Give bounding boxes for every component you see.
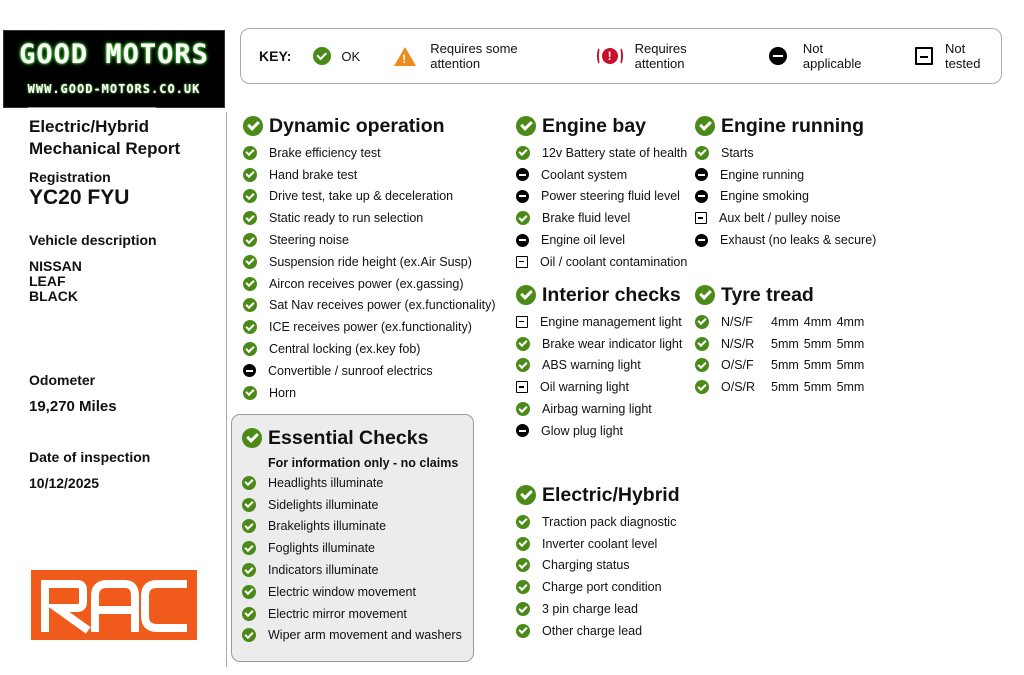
section-title: [516, 283, 682, 307]
check-item-label: Electric mirror movement: [268, 606, 407, 621]
check-item: [243, 229, 495, 251]
check-item-label: Charge port condition: [542, 580, 662, 595]
section-electric-hybrid: [516, 483, 680, 642]
check-item-label: Sidelights illuminate: [268, 497, 379, 512]
check-item: [516, 207, 687, 229]
ok-icon: [695, 337, 709, 351]
check-item: [516, 164, 687, 186]
date-label: Date of inspection: [29, 449, 151, 465]
tyre-row: [695, 311, 869, 333]
check-item: [243, 207, 495, 229]
check-item-label: Aux belt / pulley noise: [719, 211, 841, 226]
check-item: [516, 142, 687, 164]
check-item: [242, 625, 462, 647]
ok-icon: [516, 402, 530, 416]
tread-depth: 5mm: [836, 358, 865, 373]
not-applicable-icon: [695, 168, 708, 181]
check-item-label: Starts: [721, 145, 754, 160]
ok-icon: [516, 285, 536, 305]
key-item-not-tested: [915, 41, 1001, 71]
check-item-label: Airbag warning light: [542, 402, 652, 417]
attention-icon: !: [599, 47, 621, 65]
ok-icon: [516, 515, 530, 529]
check-item: [516, 555, 680, 577]
tyre-position: O/S/F: [721, 358, 754, 373]
ok-icon: [516, 485, 536, 505]
check-item: [695, 142, 876, 164]
check-item: [243, 251, 495, 273]
tread-depth: 4mm: [836, 314, 865, 329]
check-item-label: Glow plug light: [541, 423, 623, 438]
check-item-label: Static ready to run selection: [269, 211, 424, 226]
ok-icon: [313, 47, 331, 65]
ok-icon: [695, 146, 709, 160]
info-note: For information only - no claims: [268, 456, 459, 470]
tyre-position: N/S/F: [721, 314, 753, 329]
check-item: [243, 338, 495, 360]
ok-icon: [242, 628, 256, 642]
tyre-position: N/S/R: [721, 336, 755, 351]
check-item-label: Brake fluid level: [542, 211, 631, 226]
ok-icon: [243, 320, 257, 334]
section-title-text: Engine running: [721, 114, 864, 137]
check-item-label: Oil warning light: [540, 380, 629, 395]
section-title-text: Essential Checks: [268, 426, 429, 449]
ok-icon: [243, 116, 263, 136]
check-item-label: Drive test, take up & deceleration: [269, 189, 454, 204]
ok-icon: [242, 498, 256, 512]
check-item: [516, 229, 687, 251]
check-item: [242, 559, 462, 581]
check-item: [242, 472, 462, 494]
key-item-ok: [313, 47, 360, 65]
tyre-row: [695, 376, 869, 398]
status-key: [240, 28, 1002, 84]
section-essential-checks: [242, 426, 462, 646]
check-item: [695, 207, 876, 229]
ok-icon: [243, 233, 257, 247]
check-item-label: Sat Nav receives power (ex.functionality): [269, 298, 496, 313]
check-item-label: Headlights illuminate: [268, 475, 384, 490]
check-item: [516, 511, 680, 533]
ok-icon: [243, 146, 257, 160]
logo-title: GOOD MOTORS: [19, 39, 209, 70]
check-item-label: Suspension ride height (ex.Air Susp): [269, 254, 472, 269]
check-item: [516, 598, 680, 620]
section-title: [695, 283, 869, 307]
tread-depth: 5mm: [803, 336, 832, 351]
ok-icon: [243, 168, 257, 182]
odometer-value: 19,270 Miles: [29, 398, 117, 415]
good-motors-logo: [3, 30, 225, 108]
not-tested-icon: [516, 256, 528, 268]
section-interior-checks: [516, 283, 682, 442]
check-item: [516, 533, 680, 555]
logo-url: WWW.GOOD-MOTORS.CO.UK: [27, 82, 201, 96]
vehicle-model: LEAF: [29, 273, 66, 289]
ok-icon: [695, 285, 715, 305]
key-label-not-tested: Not tested: [945, 41, 981, 71]
ok-icon: [516, 358, 530, 372]
tread-depth: 5mm: [771, 380, 799, 395]
check-item: [516, 355, 682, 377]
check-item: [243, 316, 495, 338]
ok-icon: [516, 580, 530, 594]
check-item: [516, 251, 687, 273]
check-item-label: Oil / coolant contamination: [540, 254, 688, 269]
ok-icon: [242, 607, 256, 621]
key-label-some-attention: Requires some attention: [430, 41, 518, 71]
ok-icon: [243, 342, 257, 356]
check-item-label: Aircon receives power (ex.gassing): [269, 276, 464, 291]
not-tested-icon: [516, 381, 528, 393]
ok-icon: [242, 585, 256, 599]
ok-icon: [242, 519, 256, 533]
odometer-label: Odometer: [29, 372, 96, 388]
not-applicable-icon: [516, 234, 529, 247]
section-title: [516, 483, 680, 507]
section-title-text: Interior checks: [542, 283, 681, 306]
not-applicable-icon: [695, 234, 708, 247]
not-applicable-icon: [695, 190, 708, 203]
check-item: [516, 420, 682, 442]
not-tested-icon: [516, 316, 528, 328]
section-engine-running: [695, 114, 876, 251]
section-title: [243, 114, 495, 138]
check-item-label: Indicators illuminate: [268, 563, 379, 578]
check-item-label: Steering noise: [269, 233, 349, 248]
check-item-label: Engine running: [720, 167, 805, 182]
tread-depth: 5mm: [836, 336, 865, 351]
key-label-attention: Requires attention: [634, 41, 687, 71]
check-item-label: Other charge lead: [542, 623, 643, 638]
check-item-label: Engine smoking: [720, 189, 809, 204]
check-item: [243, 382, 495, 404]
rac-logo: [31, 570, 197, 640]
section-title-text: Tyre tread: [721, 283, 814, 306]
ok-icon: [516, 537, 530, 551]
vehicle-description: [29, 259, 219, 304]
check-item: [695, 186, 876, 208]
rac-logo-graphic: [31, 570, 197, 640]
check-item-label: Wiper arm movement and washers: [268, 628, 462, 643]
check-item-label: Convertible / sunroof electrics: [268, 363, 433, 378]
tread-depth: 4mm: [771, 314, 799, 329]
ok-icon: [243, 277, 257, 291]
section-title-text: Engine bay: [542, 114, 647, 137]
ok-icon: [243, 386, 257, 400]
check-item: [242, 537, 462, 559]
ok-icon: [516, 624, 530, 638]
check-item: [242, 494, 462, 516]
vehicle-description-label: Vehicle description: [29, 232, 157, 248]
check-item: [242, 603, 462, 625]
tread-depth: 5mm: [771, 336, 799, 351]
ok-icon: [243, 255, 257, 269]
check-item-label: Traction pack diagnostic: [542, 514, 677, 529]
check-item-label: 3 pin charge lead: [542, 602, 638, 617]
ok-icon: [516, 337, 530, 351]
check-item-label: Charging status: [542, 558, 630, 573]
not-applicable-icon: [516, 424, 529, 437]
tread-depth: 5mm: [771, 358, 799, 373]
registration-value: YC20 FYU: [29, 186, 130, 209]
ok-icon: [695, 380, 709, 394]
tyre-row: [695, 355, 869, 377]
ok-icon: [243, 211, 257, 225]
check-item: [516, 398, 682, 420]
check-item-label: Electric window movement: [268, 584, 416, 599]
tread-depth: 5mm: [836, 380, 865, 395]
check-item: [695, 229, 876, 251]
key-title: KEY:: [259, 48, 292, 64]
tyre-row: [695, 333, 869, 355]
check-item: [243, 273, 495, 295]
check-item-label: Engine oil level: [541, 233, 626, 248]
check-item-label: Brake efficiency test: [269, 145, 381, 160]
section-tyre-tread: [695, 283, 869, 398]
check-item-label: Exhaust (no leaks & secure): [720, 233, 877, 248]
check-item: [516, 186, 687, 208]
tread-depth: 5mm: [803, 380, 832, 395]
section-title-text: Dynamic operation: [269, 114, 445, 137]
check-item: [516, 376, 682, 398]
check-item-label: Horn: [269, 385, 297, 400]
section-engine-bay: [516, 114, 687, 273]
warning-triangle-icon: [394, 47, 416, 66]
check-item-label: ABS warning light: [542, 358, 641, 373]
vehicle-info-panel: [29, 116, 219, 491]
check-item-label: Power steering fluid level: [541, 189, 680, 204]
ok-icon: [243, 298, 257, 312]
tread-depth: 4mm: [803, 314, 832, 329]
key-item-not-applicable: [769, 41, 881, 71]
ok-icon: [695, 116, 715, 136]
section-title: [695, 114, 876, 138]
ok-icon: [516, 211, 530, 225]
check-item: [243, 164, 495, 186]
ok-icon: [695, 358, 709, 372]
check-item: [243, 142, 495, 164]
check-item-label: Brake wear indicator light: [542, 336, 683, 351]
not-applicable-icon: [243, 364, 256, 377]
check-item-label: ICE receives power (ex.functionality): [269, 320, 472, 335]
check-item: [516, 576, 680, 598]
key-item-attention: [599, 41, 735, 71]
check-item: [242, 516, 462, 538]
not-tested-icon: [695, 212, 707, 224]
check-item-label: Brakelights illuminate: [268, 519, 387, 534]
report-title-line1: Electric/Hybrid: [29, 117, 149, 136]
vehicle-colour: BLACK: [29, 288, 78, 304]
not-applicable-icon: [769, 47, 787, 65]
vehicle-make: NISSAN: [29, 258, 82, 274]
report-title-line2: Mechanical Report: [29, 139, 181, 158]
ok-icon: [242, 476, 256, 490]
tyre-position: O/S/R: [721, 380, 756, 395]
ok-icon: [242, 541, 256, 555]
key-item-some-attention: [394, 41, 564, 71]
check-item: [516, 311, 682, 333]
check-item: [243, 295, 495, 317]
check-item-label: Central locking (ex.key fob): [269, 342, 421, 357]
logo-underline: [28, 107, 156, 108]
registration-label: Registration: [29, 169, 111, 185]
ok-icon: [242, 563, 256, 577]
check-item: [243, 360, 495, 382]
ok-icon: [516, 558, 530, 572]
section-dynamic-operation: [243, 114, 495, 404]
not-applicable-icon: [516, 190, 529, 203]
ok-icon: [516, 116, 536, 136]
check-item: [516, 333, 682, 355]
ok-icon: [516, 602, 530, 616]
ok-icon: [243, 189, 257, 203]
check-item: [516, 620, 680, 642]
check-item-label: Inverter coolant level: [542, 536, 658, 551]
check-item: [242, 581, 462, 603]
tread-depth: 5mm: [803, 358, 832, 373]
not-tested-icon: [915, 47, 933, 65]
key-label-not-applicable: Not applicable: [802, 41, 862, 71]
ok-icon: [695, 315, 709, 329]
check-item-label: 12v Battery state of health: [542, 145, 688, 160]
check-item-label: Coolant system: [541, 167, 628, 182]
section-title: [516, 114, 687, 138]
key-label-ok: OK: [341, 48, 361, 64]
section-title: [242, 426, 462, 450]
check-item-label: Foglights illuminate: [268, 541, 375, 556]
check-item: [243, 186, 495, 208]
check-item-label: Hand brake test: [269, 167, 358, 182]
date-value: 10/12/2025: [29, 475, 100, 491]
ok-icon: [242, 428, 262, 448]
section-title-text: Electric/Hybrid: [542, 483, 680, 506]
ok-icon: [516, 146, 530, 160]
column-divider: [226, 112, 227, 667]
check-item: [695, 164, 876, 186]
not-applicable-icon: [516, 168, 529, 181]
check-item-label: Engine management light: [540, 314, 682, 329]
